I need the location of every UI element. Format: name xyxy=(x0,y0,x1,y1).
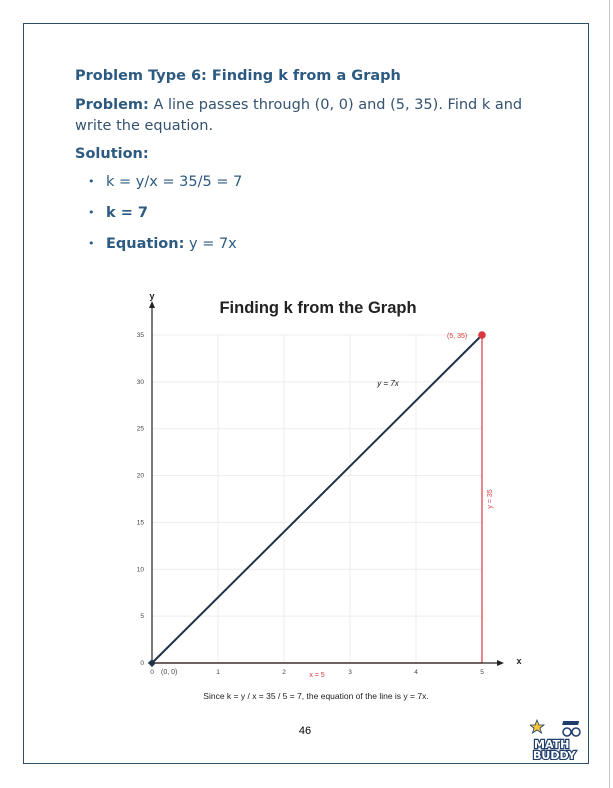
logo-line2: BUDDY xyxy=(533,749,576,760)
line-equation-label: y = 7x xyxy=(377,379,399,388)
y-tick-label: 0 xyxy=(140,660,144,667)
y-axis-label: y xyxy=(149,291,155,301)
y-tick-label: 10 xyxy=(136,566,144,574)
math-buddy-logo xyxy=(530,718,584,760)
x-tick-label: 5 xyxy=(480,669,484,676)
chart-annotations xyxy=(152,335,494,679)
y-tick-label: 15 xyxy=(136,519,144,527)
y-tick-label: 20 xyxy=(136,472,144,480)
x-tick-label: 1 xyxy=(216,669,220,676)
x-axis-arrow-icon xyxy=(497,660,504,666)
problem-text: A line passes through (0, 0) and (5, 35). Find k and write the equation. xyxy=(75,97,523,134)
series-line xyxy=(152,335,482,663)
y-tick-label: 35 xyxy=(136,332,144,339)
problem-label: Problem: xyxy=(75,97,149,113)
point-label: (0, 0) xyxy=(161,669,178,676)
logo-line1: MATH xyxy=(534,738,570,751)
chart-caption: Since k = y / x = 35 / 5 = 7, the equation of the line is y = 7x. xyxy=(203,691,429,701)
section-heading: Problem Type 6: Finding k from a Graph xyxy=(75,68,401,84)
star-icon xyxy=(530,720,544,733)
grad-cap-icon xyxy=(562,721,579,725)
chart-series xyxy=(149,331,486,676)
step-text: k = y/x = 35/5 = 7 xyxy=(106,174,243,190)
run-label: x = 5 xyxy=(309,672,325,679)
x-tick-label: 2 xyxy=(282,669,286,676)
y-tick-label: 5 xyxy=(140,613,144,621)
y-tick-label: 30 xyxy=(136,378,144,386)
step-text: y = 7x xyxy=(189,236,237,252)
point-label: (5, 35) xyxy=(447,333,468,340)
x-tick-label: 3 xyxy=(348,669,352,676)
x-axis-label: x xyxy=(516,656,522,666)
page-number: 46 xyxy=(298,725,312,737)
data-point xyxy=(149,660,155,666)
data-point xyxy=(478,331,486,339)
y-axis-arrow-icon xyxy=(149,301,155,308)
rise-label: y = 35 xyxy=(487,489,494,509)
x-tick-label: 4 xyxy=(414,669,418,676)
y-tick-label: 25 xyxy=(136,425,144,433)
owl-eye-icon xyxy=(572,728,580,736)
owl-eye-icon xyxy=(563,728,571,736)
step-label: k = 7 xyxy=(106,205,148,221)
chart-title: Finding k from the Graph xyxy=(219,299,417,317)
solution-label: Solution: xyxy=(75,146,149,162)
x-tick-label: 0 xyxy=(150,669,154,676)
step-label: Equation: xyxy=(106,236,185,252)
